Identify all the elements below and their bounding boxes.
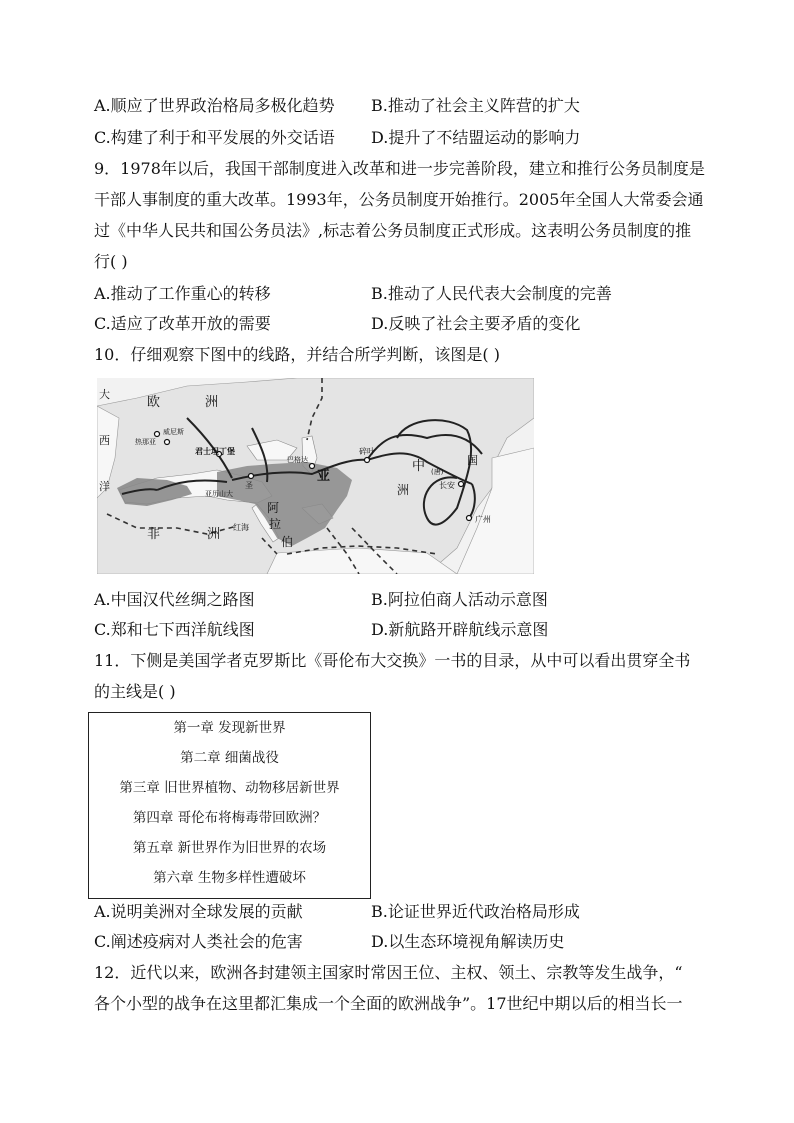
q11-option-b: B.论证世界近代政治格局形成 [371,902,580,921]
q8-option-c: C.构建了利于和平发展的外交话语 [94,128,335,147]
q8-option-b: B.推动了社会主义阵营的扩大 [371,96,580,115]
map-label-da: 大 [99,388,110,401]
map-label-bo: 伯 [281,535,294,549]
toc-chapter-5: 第五章 新世界作为旧世界的农场 [132,840,327,856]
map-label-la: 拉 [269,517,282,531]
q10-option-a: A.中国汉代丝绸之路图 [94,590,255,609]
map-label-changan: 长安 [439,481,455,490]
map-label-baghdad: 巴格达 [287,456,308,464]
map-label-red-sea: 红海 [233,523,249,532]
map-label-a: 阿 [267,501,280,515]
map-label-constantinople: 君士坦丁堡 [195,447,235,456]
map-label-yang: 洋 [99,480,110,493]
map-label-zhong: 中 [412,459,426,474]
toc-chapter-1: 第一章 发现新世界 [173,720,286,736]
map-label-zhou-eu: 洲 [205,395,219,410]
q9-option-c: C.适应了改革开放的需要 [94,314,271,333]
map-label-tang: (唐) [431,468,444,476]
map-label-ou: 欧 [147,395,161,410]
q12-stem-line-1: 12．近代以来，欧洲各封建领主国家时常因王位、主权、领土、宗教等发生战争，“ [94,963,683,982]
toc-chapter-6: 第六章 生物多样性遭破坏 [153,870,306,886]
q10-option-b: B.阿拉伯商人活动示意图 [371,590,548,609]
map-label-alexandria: 亚历山大 [205,490,233,498]
q11-option-a: A.说明美洲对全球发展的贡献 [94,902,303,921]
map-label-fei: 非 [147,527,161,542]
map-label-guo: 国 [467,454,478,467]
q8-option-d: D.提升了不结盟运动的影响力 [371,128,581,147]
q9-stem-line-1: 9．1978年以后，我国干部制度进入改革和进一步完善阶段，建立和推行公务员制度是 [94,159,705,178]
q9-option-a: A.推动了工作重心的转移 [94,284,271,303]
q12-stem-line-2: 各个小型的战争在这里都汇集成一个全面的欧洲战争”。17世纪中期以后的相当长一 [94,994,683,1013]
q8-option-a: A.顺应了世界政治格局多极化趋势 [94,96,335,115]
q11-stem-line-1: 11．下侧是美国学者克罗斯比《哥伦布大交换》一书的目录，从中可以看出贯穿全书 [94,651,691,670]
q9-stem-line-3: 过《中华人民共和国公务员法》,标志着公务员制度正式形成。这表明公务员制度的推 [94,221,692,240]
q10-stem: 10．仔细观察下图中的线路，并结合所学判断，该图是( ) [94,345,500,364]
q9-stem-line-4: 行( ) [94,252,128,271]
route-map [97,378,534,574]
map-label-ya: 亚 [317,469,331,484]
toc-chapter-4: 第四章 哥伦布将梅毒带回欧洲？ [132,810,327,826]
map-label-guangzhou: 广州 [475,515,491,524]
q11-option-d: D.以生态环境视角解读历史 [371,932,565,951]
q11-stem-line-2: 的主线是( ) [94,682,176,701]
q10-option-c: C.郑和七下西洋航线图 [94,620,255,639]
q11-option-c: C.阐述疫病对人类社会的危害 [94,932,303,951]
map-label-venice: 威尼斯 [163,428,184,436]
map-label-zhou-af: 洲 [207,527,221,542]
map-label-sheng: 圣 [245,481,253,490]
map-label-xi: 西 [99,434,110,447]
book-contents-box [88,712,371,899]
toc-chapter-2: 第二章 细菌战役 [180,750,279,766]
toc-chapter-3: 第三章 旧世界植物、动物移居新世界 [119,780,340,796]
q10-option-d: D.新航路开辟航线示意图 [371,620,549,639]
map-label-genoa: 热那亚 [135,438,156,446]
q9-option-b: B.推动了人民代表大会制度的完善 [371,284,612,303]
map-label-suiye: 碎叶 [359,447,375,456]
map-label-zhou-as: 洲 [397,483,410,497]
q9-stem-line-2: 干部人事制度的重大改革。1993年，公务员制度开始推行。2005年全国人大常委会通 [94,190,704,209]
q9-option-d: D.反映了社会主要矛盾的变化 [371,314,581,333]
